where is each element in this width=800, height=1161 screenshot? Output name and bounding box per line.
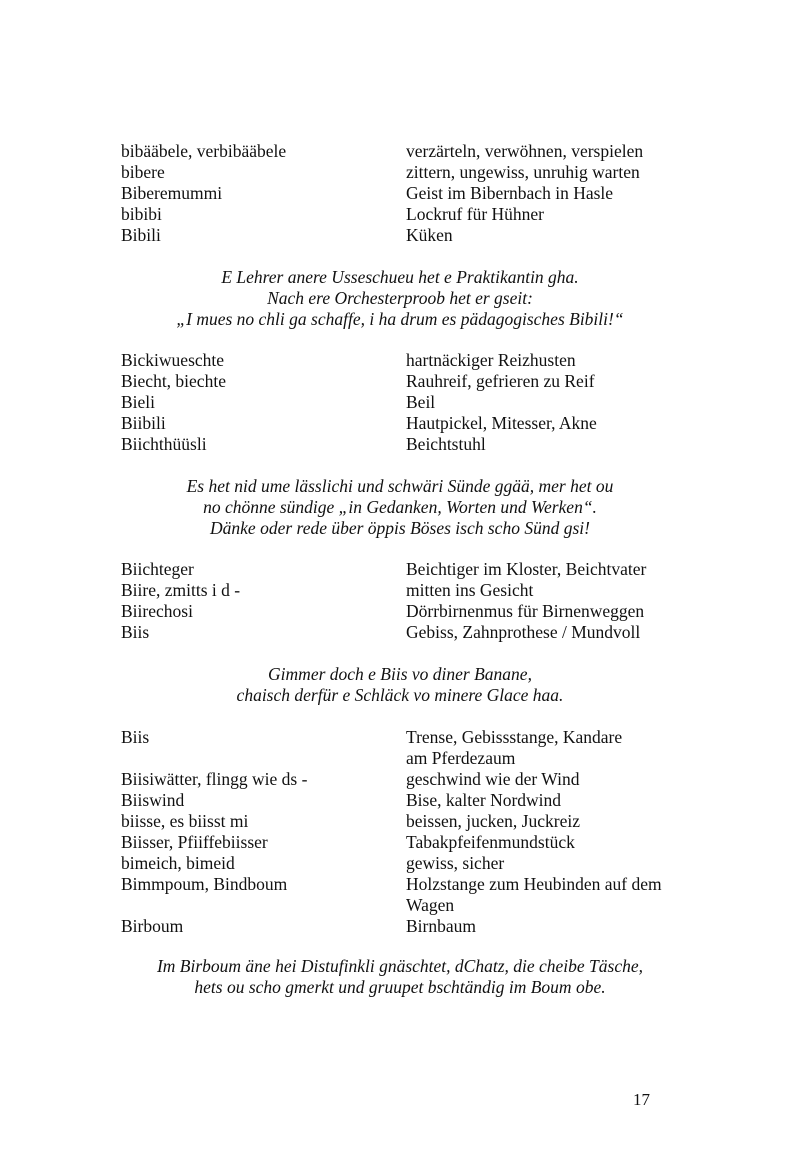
entry-definition: Küken — [406, 225, 453, 245]
entry-term: Biirechosi — [121, 601, 193, 621]
dictionary-entries-group-2 — [121, 350, 681, 455]
quote-line: Nach ere Orchesterproob het er gseit: — [267, 288, 533, 308]
entry-definition: Lockruf für Hühner — [406, 204, 545, 224]
entry-definition: Rauhreif, gefrieren zu Reif — [406, 371, 595, 391]
entry-definition: Geist im Bibernbach in Hasle — [406, 183, 614, 203]
entry-term: biisse, es biisst mi — [121, 811, 249, 831]
entry-term: Bickiwueschte — [121, 350, 225, 370]
entry-term: Biisiwätter, flingg wie ds - — [121, 769, 308, 789]
page-number: 17 — [633, 1090, 650, 1109]
quote-line: Im Birboum äne hei Distufinkli gnäschtet, dChatz, die cheibe Täsche, — [156, 956, 644, 976]
entry-term: Biire, zmitts i d - — [121, 580, 241, 600]
entry-definition: Holzstange zum Heubinden auf dem Wagen — [406, 874, 662, 915]
entry-term: bimeich, bimeid — [121, 853, 235, 873]
entry-definition: Beil — [406, 392, 436, 412]
dictionary-entry — [121, 769, 681, 790]
dictionary-entry — [121, 371, 681, 392]
dictionary-entry — [121, 580, 681, 601]
entry-term: Biibili — [121, 413, 166, 433]
entry-term: Biichteger — [121, 559, 194, 579]
example-quote-4 — [100, 956, 700, 998]
dictionary-entry — [121, 874, 681, 916]
entry-term: bibibi — [121, 204, 162, 224]
entry-term: Bibili — [121, 225, 161, 245]
dictionary-entry — [121, 183, 681, 204]
entry-definition: Bise, kalter Nordwind — [406, 790, 562, 810]
entry-definition: Birnbaum — [406, 916, 476, 936]
entry-definition: hartnäckiger Reizhusten — [406, 350, 576, 370]
example-quote-2 — [100, 476, 700, 539]
entry-term: bibere — [121, 162, 165, 182]
entry-term: bibääbele, verbibääbele — [121, 141, 287, 161]
entry-definition: Beichtstuhl — [406, 434, 486, 454]
entry-term: Biiswind — [121, 790, 185, 810]
entry-term: Birboum — [121, 916, 184, 936]
dictionary-entry — [121, 204, 681, 225]
dictionary-entry — [121, 916, 681, 937]
entry-definition: gewiss, sicher — [406, 853, 505, 873]
entry-term: Biichthüüsli — [121, 434, 207, 454]
example-quote-3 — [100, 664, 700, 706]
entry-definition: Beichtiger im Kloster, Beichtvater — [406, 559, 647, 579]
dictionary-entry — [121, 162, 681, 183]
entry-term: Biis — [121, 622, 150, 642]
entry-definition: verzärteln, verwöhnen, verspielen — [406, 141, 644, 161]
dictionary-entry — [121, 832, 681, 853]
quote-line: no chönne sündige „in Gedanken, Worten und Werken“. — [203, 497, 597, 517]
dictionary-entry — [121, 622, 681, 643]
quote-line: E Lehrer anere Usseschueu het e Praktikantin gha. — [221, 267, 579, 287]
dictionary-entry — [121, 559, 681, 580]
quote-line: hets ou scho gmerkt und gruupet bschtändig im Boum obe. — [194, 977, 606, 997]
entry-definition: geschwind wie der Wind — [406, 769, 580, 789]
quote-line: Dänke oder rede über öppis Böses isch scho Sünd gsi! — [210, 518, 590, 538]
dictionary-entry — [121, 350, 681, 371]
quote-line: „I mues no chli ga schaffe, i ha drum es pädagogisches Bibili!“ — [176, 309, 624, 329]
dictionary-entry — [121, 853, 681, 874]
dictionary-entries-group-1 — [121, 141, 681, 246]
quote-line: Gimmer doch e Biis vo diner Banane, — [268, 664, 532, 684]
entry-definition: Trense, Gebissstange, Kandare am Pferdezaum — [406, 727, 623, 768]
dictionary-entry — [121, 141, 681, 162]
dictionary-entry — [121, 811, 681, 832]
entry-definition: Gebiss, Zahnprothese / Mundvoll — [406, 622, 641, 642]
dictionary-entry — [121, 392, 681, 413]
dictionary-entry — [121, 727, 681, 769]
entry-term: Biberemummi — [121, 183, 223, 203]
quote-line: Es het nid ume lässlichi und schwäri Sünde ggää, mer het ou — [186, 476, 614, 496]
entry-term: Bieli — [121, 392, 156, 412]
entry-definition: zittern, ungewiss, unruhig warten — [406, 162, 640, 182]
entry-definition: Tabakpfeifenmundstück — [406, 832, 575, 852]
entry-term: Bimmpoum, Bindboum — [121, 874, 288, 894]
entry-term: Biis — [121, 727, 150, 747]
entry-term: Biisser, Pfiiffebiisser — [121, 832, 268, 852]
entry-definition: Hautpickel, Mitesser, Akne — [406, 413, 597, 433]
entry-definition: beissen, jucken, Juckreiz — [406, 811, 580, 831]
entry-definition: Dörrbirnenmus für Birnenweggen — [406, 601, 645, 621]
dictionary-entry — [121, 434, 681, 455]
quote-line: chaisch derfür e Schläck vo minere Glace haa. — [236, 685, 564, 705]
entry-term: Biecht, biechte — [121, 371, 226, 391]
dictionary-entry — [121, 790, 681, 811]
dictionary-entry — [121, 413, 681, 434]
dictionary-entry — [121, 601, 681, 622]
entry-definition: mitten ins Gesicht — [406, 580, 534, 600]
example-quote-1 — [100, 267, 700, 330]
dictionary-entries-group-3 — [121, 559, 681, 643]
dictionary-entry — [121, 225, 681, 246]
dictionary-entries-group-4 — [121, 727, 681, 937]
